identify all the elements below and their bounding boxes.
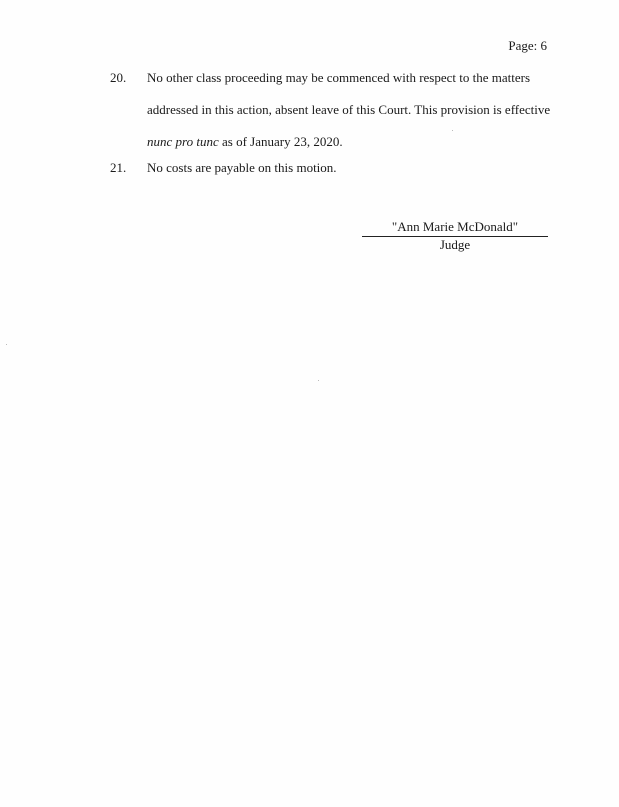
signature-title: Judge	[439, 237, 471, 252]
signature-name: "Ann Marie McDonald"	[391, 219, 519, 234]
scan-speck	[6, 344, 7, 345]
paragraph-line: No other class proceeding may be commenced with respect to the matters	[147, 70, 531, 85]
paragraph-line: addressed in this action, absent leave of this Court. This provision is effective	[147, 102, 551, 117]
paragraph-line-rest: as of January 23, 2020.	[218, 134, 343, 149]
signature-block	[362, 219, 548, 253]
paragraph-number: 21.	[110, 160, 127, 175]
page-number: Page: 6	[508, 38, 547, 53]
latin-phrase: nunc pro tunc	[147, 134, 219, 149]
scan-speck	[452, 130, 453, 131]
paragraph-number: 20.	[110, 70, 127, 85]
paragraph-line: No costs are payable on this motion.	[147, 160, 337, 175]
scan-speck	[318, 380, 319, 381]
paragraph-line	[147, 134, 343, 150]
